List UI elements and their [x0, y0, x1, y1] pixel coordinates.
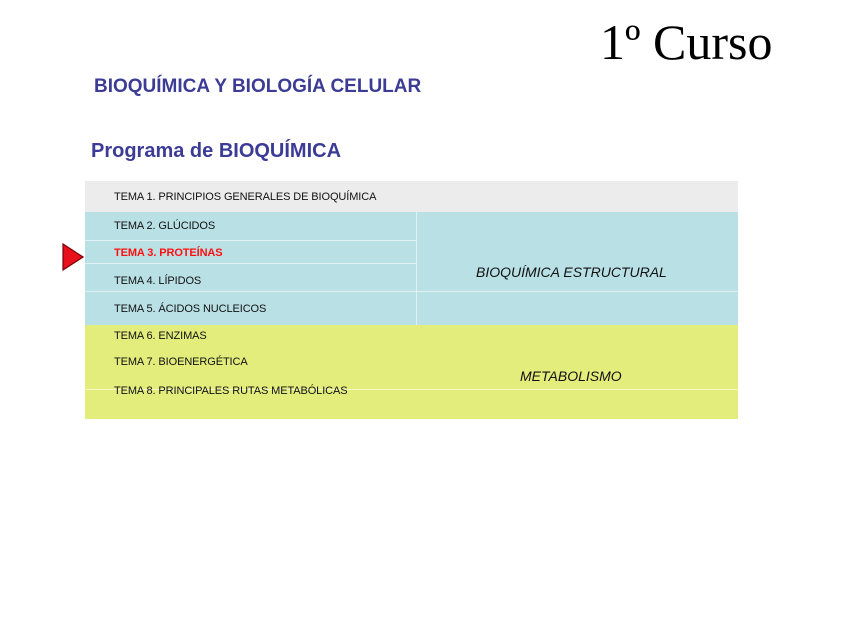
topics-table [85, 181, 738, 419]
section-structural: BIOQUÍMICA ESTRUCTURAL [476, 264, 667, 280]
topic-8: TEMA 8. PRINCIPALES RUTAS METABÓLICAS [114, 385, 348, 397]
subject-title: BIOQUÍMICA Y BIOLOGÍA CELULAR [94, 76, 422, 97]
topic-2: TEMA 2. GLÚCIDOS [114, 220, 216, 232]
column-divider [416, 212, 417, 325]
topic-6: TEMA 6. ENZIMAS [114, 330, 207, 342]
section-metabolism: METABOLISMO [520, 368, 622, 384]
program-title: Programa de BIOQUÍMICA [91, 140, 342, 162]
topic-7: TEMA 7. BIOENERGÉTICA [114, 356, 248, 368]
topic-1: TEMA 1. PRINCIPIOS GENERALES DE BIOQUÍMICA [114, 191, 377, 203]
row-divider [85, 291, 738, 292]
topic-4: TEMA 4. LÍPIDOS [114, 275, 202, 287]
course-label: 1º Curso [600, 14, 773, 70]
row-divider [85, 263, 416, 264]
topic-3-current: TEMA 3. PROTEÍNAS [114, 247, 223, 259]
topic-5: TEMA 5. ÁCIDOS NUCLEICOS [114, 303, 267, 315]
row-divider [85, 240, 416, 241]
red-triangle-arrow-icon [62, 243, 84, 271]
